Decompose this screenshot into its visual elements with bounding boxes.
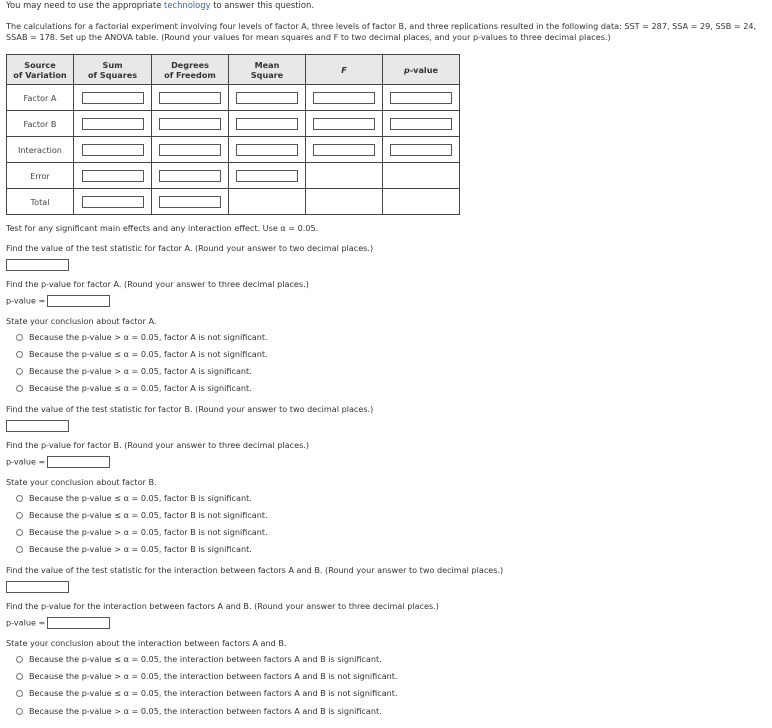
radio-option-a-1[interactable]	[16, 332, 268, 342]
option-label: Because the p-value > α = 0.05, the interaction between factors A and B is not significant.	[29, 671, 398, 681]
table-header-row	[7, 55, 460, 85]
radio-option-ab-4[interactable]	[16, 706, 382, 716]
intro-text	[6, 0, 314, 10]
empty-cell	[306, 189, 383, 215]
intro-suffix: to answer this question.	[210, 0, 314, 10]
option-label: Because the p-value ≤ α = 0.05, the interaction between factors A and B is significant.	[29, 654, 382, 664]
option-label: Because the p-value ≤ α = 0.05, factor A is significant.	[29, 383, 252, 393]
radio-button-icon[interactable]	[16, 708, 23, 715]
pvalue-b-label: p-value =	[6, 456, 46, 467]
header-df: Degrees of Freedom	[152, 55, 229, 85]
header-source: Source of Variation	[7, 55, 74, 85]
radio-option-a-4[interactable]	[16, 383, 252, 393]
radio-button-icon[interactable]	[16, 334, 23, 341]
ss-input-total[interactable]	[82, 196, 144, 208]
pvalue-input-factor-a[interactable]	[390, 92, 452, 104]
pvalue-input-interaction[interactable]	[390, 144, 452, 156]
stat-a-input[interactable]	[6, 259, 69, 271]
intro-prefix: You may need to use the appropriate	[6, 0, 165, 10]
row-label: Factor A	[7, 85, 74, 111]
radio-option-a-2[interactable]	[16, 349, 268, 359]
pvalue-b-input[interactable]	[47, 456, 110, 468]
pvalue-ab-row	[6, 617, 110, 629]
stat-ab-input[interactable]	[6, 581, 69, 593]
question-pvalue-a: Find the p-value for factor A. (Round your answer to three decimal places.)	[6, 279, 309, 289]
header-f: F	[306, 55, 383, 85]
ms-input-interaction[interactable]	[236, 144, 298, 156]
pvalue-input-factor-b[interactable]	[390, 118, 452, 130]
radio-option-a-3[interactable]	[16, 366, 252, 376]
df-input-total[interactable]	[159, 196, 221, 208]
question-conclusion-a: State your conclusion about factor A.	[6, 316, 157, 326]
f-input-factor-b[interactable]	[313, 118, 375, 130]
header-pvalue: p-value	[383, 55, 460, 85]
question-conclusion-ab: State your conclusion about the interaction between factors A and B.	[6, 638, 287, 648]
empty-cell	[383, 189, 460, 215]
df-input-interaction[interactable]	[159, 144, 221, 156]
question-pvalue-ab: Find the p-value for the interaction between factors A and B. (Round your answer to three decimal places.)	[6, 601, 439, 611]
option-label: Because the p-value > α = 0.05, the interaction between factors A and B is significant.	[29, 706, 382, 716]
question-stat-ab: Find the value of the test statistic for the interaction between factors A and B. (Round your answer to two decimal places.)	[6, 565, 504, 575]
header-mean-square: Mean Square	[229, 55, 306, 85]
radio-button-icon[interactable]	[16, 546, 23, 553]
df-input-error[interactable]	[159, 170, 221, 182]
ss-input-error[interactable]	[82, 170, 144, 182]
radio-option-b-4[interactable]	[16, 544, 252, 554]
radio-button-icon[interactable]	[16, 495, 23, 502]
ss-input-factor-a[interactable]	[82, 92, 144, 104]
table-row	[7, 189, 460, 215]
option-label: Because the p-value ≤ α = 0.05, factor B is not significant.	[29, 510, 268, 520]
radio-button-icon[interactable]	[16, 368, 23, 375]
radio-option-b-2[interactable]	[16, 510, 268, 520]
row-label: Total	[7, 189, 74, 215]
df-input-factor-a[interactable]	[159, 92, 221, 104]
ms-input-factor-a[interactable]	[236, 92, 298, 104]
empty-cell	[306, 163, 383, 189]
radio-button-icon[interactable]	[16, 512, 23, 519]
f-input-interaction[interactable]	[313, 144, 375, 156]
radio-option-b-1[interactable]	[16, 493, 252, 503]
ms-input-error[interactable]	[236, 170, 298, 182]
pvalue-a-row	[6, 295, 110, 307]
pvalue-b-row	[6, 456, 110, 468]
question-stat-a: Find the value of the test statistic for factor A. (Round your answer to two decimal places.)	[6, 243, 374, 253]
header-sum-squares: Sum of Squares	[74, 55, 152, 85]
option-label: Because the p-value > α = 0.05, factor B is significant.	[29, 544, 252, 554]
table-row	[7, 137, 460, 163]
option-label: Because the p-value > α = 0.05, factor A is not significant.	[29, 332, 268, 342]
radio-button-icon[interactable]	[16, 385, 23, 392]
option-label: Because the p-value ≤ α = 0.05, factor B is significant.	[29, 493, 252, 503]
empty-cell	[229, 189, 306, 215]
pvalue-ab-label: p-value =	[6, 617, 46, 628]
radio-button-icon[interactable]	[16, 656, 23, 663]
radio-button-icon[interactable]	[16, 351, 23, 358]
radio-option-ab-3[interactable]	[16, 688, 398, 698]
f-input-factor-a[interactable]	[313, 92, 375, 104]
option-label: Because the p-value > α = 0.05, factor B is not significant.	[29, 527, 268, 537]
pvalue-a-input[interactable]	[47, 295, 110, 307]
radio-option-b-3[interactable]	[16, 527, 268, 537]
technology-link[interactable]: technology	[164, 0, 211, 10]
row-label: Error	[7, 163, 74, 189]
option-label: Because the p-value ≤ α = 0.05, factor A is not significant.	[29, 349, 268, 359]
instruction-text: Test for any significant main effects and any interaction effect. Use α = 0.05.	[6, 223, 319, 233]
question-stat-b: Find the value of the test statistic for factor B. (Round your answer to two decimal places.)	[6, 404, 374, 414]
empty-cell	[383, 163, 460, 189]
pvalue-a-label: p-value =	[6, 295, 46, 306]
table-row	[7, 85, 460, 111]
radio-button-icon[interactable]	[16, 529, 23, 536]
row-label: Factor B	[7, 111, 74, 137]
option-label: Because the p-value ≤ α = 0.05, the interaction between factors A and B is not significant.	[29, 688, 398, 698]
ss-input-interaction[interactable]	[82, 144, 144, 156]
anova-table	[6, 54, 460, 215]
table-row	[7, 111, 460, 137]
radio-button-icon[interactable]	[16, 690, 23, 697]
question-conclusion-b: State your conclusion about factor B.	[6, 477, 157, 487]
radio-option-ab-2[interactable]	[16, 671, 398, 681]
stat-b-input[interactable]	[6, 420, 69, 432]
row-label: Interaction	[7, 137, 74, 163]
ms-input-factor-b[interactable]	[236, 118, 298, 130]
pvalue-ab-input[interactable]	[47, 617, 110, 629]
radio-option-ab-1[interactable]	[16, 654, 382, 664]
question-pvalue-b: Find the p-value for factor B. (Round your answer to three decimal places.)	[6, 440, 310, 450]
df-input-factor-b[interactable]	[159, 118, 221, 130]
radio-button-icon[interactable]	[16, 673, 23, 680]
table-row	[7, 163, 460, 189]
problem-statement: The calculations for a factorial experiment involving four levels of factor A, three levels of factor B, and three replications resulted in the following data: SST = 287, SSA = 29, SSB = 24, SSAB = 178. Set up the ANOVA table. (Round your values for mean squares and F to two decimal places, and your p-values to three decimal places.)	[6, 21, 757, 42]
option-label: Because the p-value > α = 0.05, factor A is significant.	[29, 366, 252, 376]
ss-input-factor-b[interactable]	[82, 118, 144, 130]
